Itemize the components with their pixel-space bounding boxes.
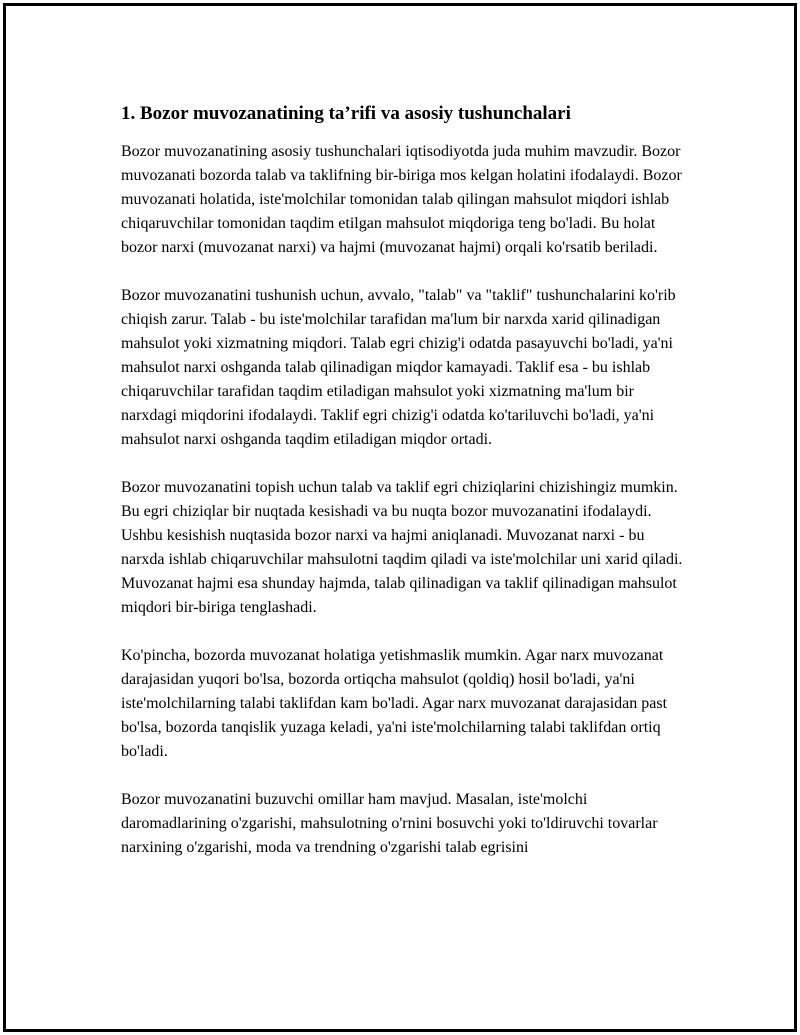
paragraph-3: Bozor muvozanatini topish uchun talab va taklif egri chiziqlarini chizishingiz mumkin. Bu egri chiziqlar bir nuqtada kesishadi va bu nuqta bozor muvozanatini ifodalaydi. Ushbu kesishish nuqtasida bozor narxi va hajmi aniqlanadi. Muvozanat narxi - bu narxda ishlab chiqaruvchilar mahsulotni taqdim qiladi va iste'molchilar uni xarid qiladi. Muvozanat hajmi esa shunday hajmda, talab qilinadigan va taklif qilinadigan mahsulot miqdori bir-biriga tenglashadi. (121, 479, 683, 616)
paragraph-5: Bozor muvozanatini buzuvchi omillar ham mavjud. Masalan, iste'molchi daromadlarining o'zgarishi, mahsulotning o'rnini bosuvchi yoki to'ldiruvchi tovarlar narxining o'zgarishi, moda va trendning o'zgarishi talab egrisini (121, 791, 658, 856)
document-body (121, 100, 691, 884)
paragraph-1: Bozor muvozanatining asosiy tushunchalari iqtisodiyotda juda muhim mavzudir. Bozor muvozanati bozorda talab va taklifning bir-biriga mos kelgan holatini ifodalaydi. Bozor muvozanati holatida, iste'molchilar tomonidan talab qilingan mahsulot miqdori ishlab chiqaruvchilar tomonidan taqdim etilgan mahsulot miqdoriga teng bo'ladi. Bu holat bozor narxi (muvozanat narxi) va hajmi (muvozanat hajmi) orqali ko'rsatib beriladi. (121, 143, 682, 256)
paragraph-2: Bozor muvozanatini tushunish uchun, avvalo, "talab" va "taklif" tushunchalarini ko'rib chiqish zarur. Talab - bu iste'molchilar tarafidan ma'lum bir narxda xarid qilinadigan mahsulot yoki xizmatning miqdori. Talab egri chizig'i odatda pasayuvchi bo'ladi, ya'ni mahsulot narxi oshganda talab qilinadigan miqdor kamayadi. Taklif esa - bu ishlab chiqaruvchilar tarafidan taqdim etiladigan mahsulot yoki xizmatning ma'lum bir narxdagi miqdorini ifodalaydi. Taklif egri chizig'i odatda ko'tariluvchi bo'ladi, ya'ni mahsulot narxi oshganda taqdim etiladigan miqdor ortadi. (121, 287, 676, 448)
page-frame (3, 3, 797, 1032)
section-heading: 1. Bozor muvozanatining ta’rifi va asosiy tushunchalari (121, 103, 571, 124)
paragraph-4: Ko'pincha, bozorda muvozanat holatiga yetishmaslik mumkin. Agar narx muvozanat darajasidan yuqori bo'lsa, bozorda ortiqcha mahsulot (qoldiq) hosil bo'ladi, ya'ni iste'molchilarning talabi taklifdan kam bo'ladi. Agar narx muvozanat darajasidan past bo'lsa, bozorda tanqislik yuzaga keladi, ya'ni iste'molchilarning talabi taklifdan ortiq bo'ladi. (121, 647, 668, 760)
